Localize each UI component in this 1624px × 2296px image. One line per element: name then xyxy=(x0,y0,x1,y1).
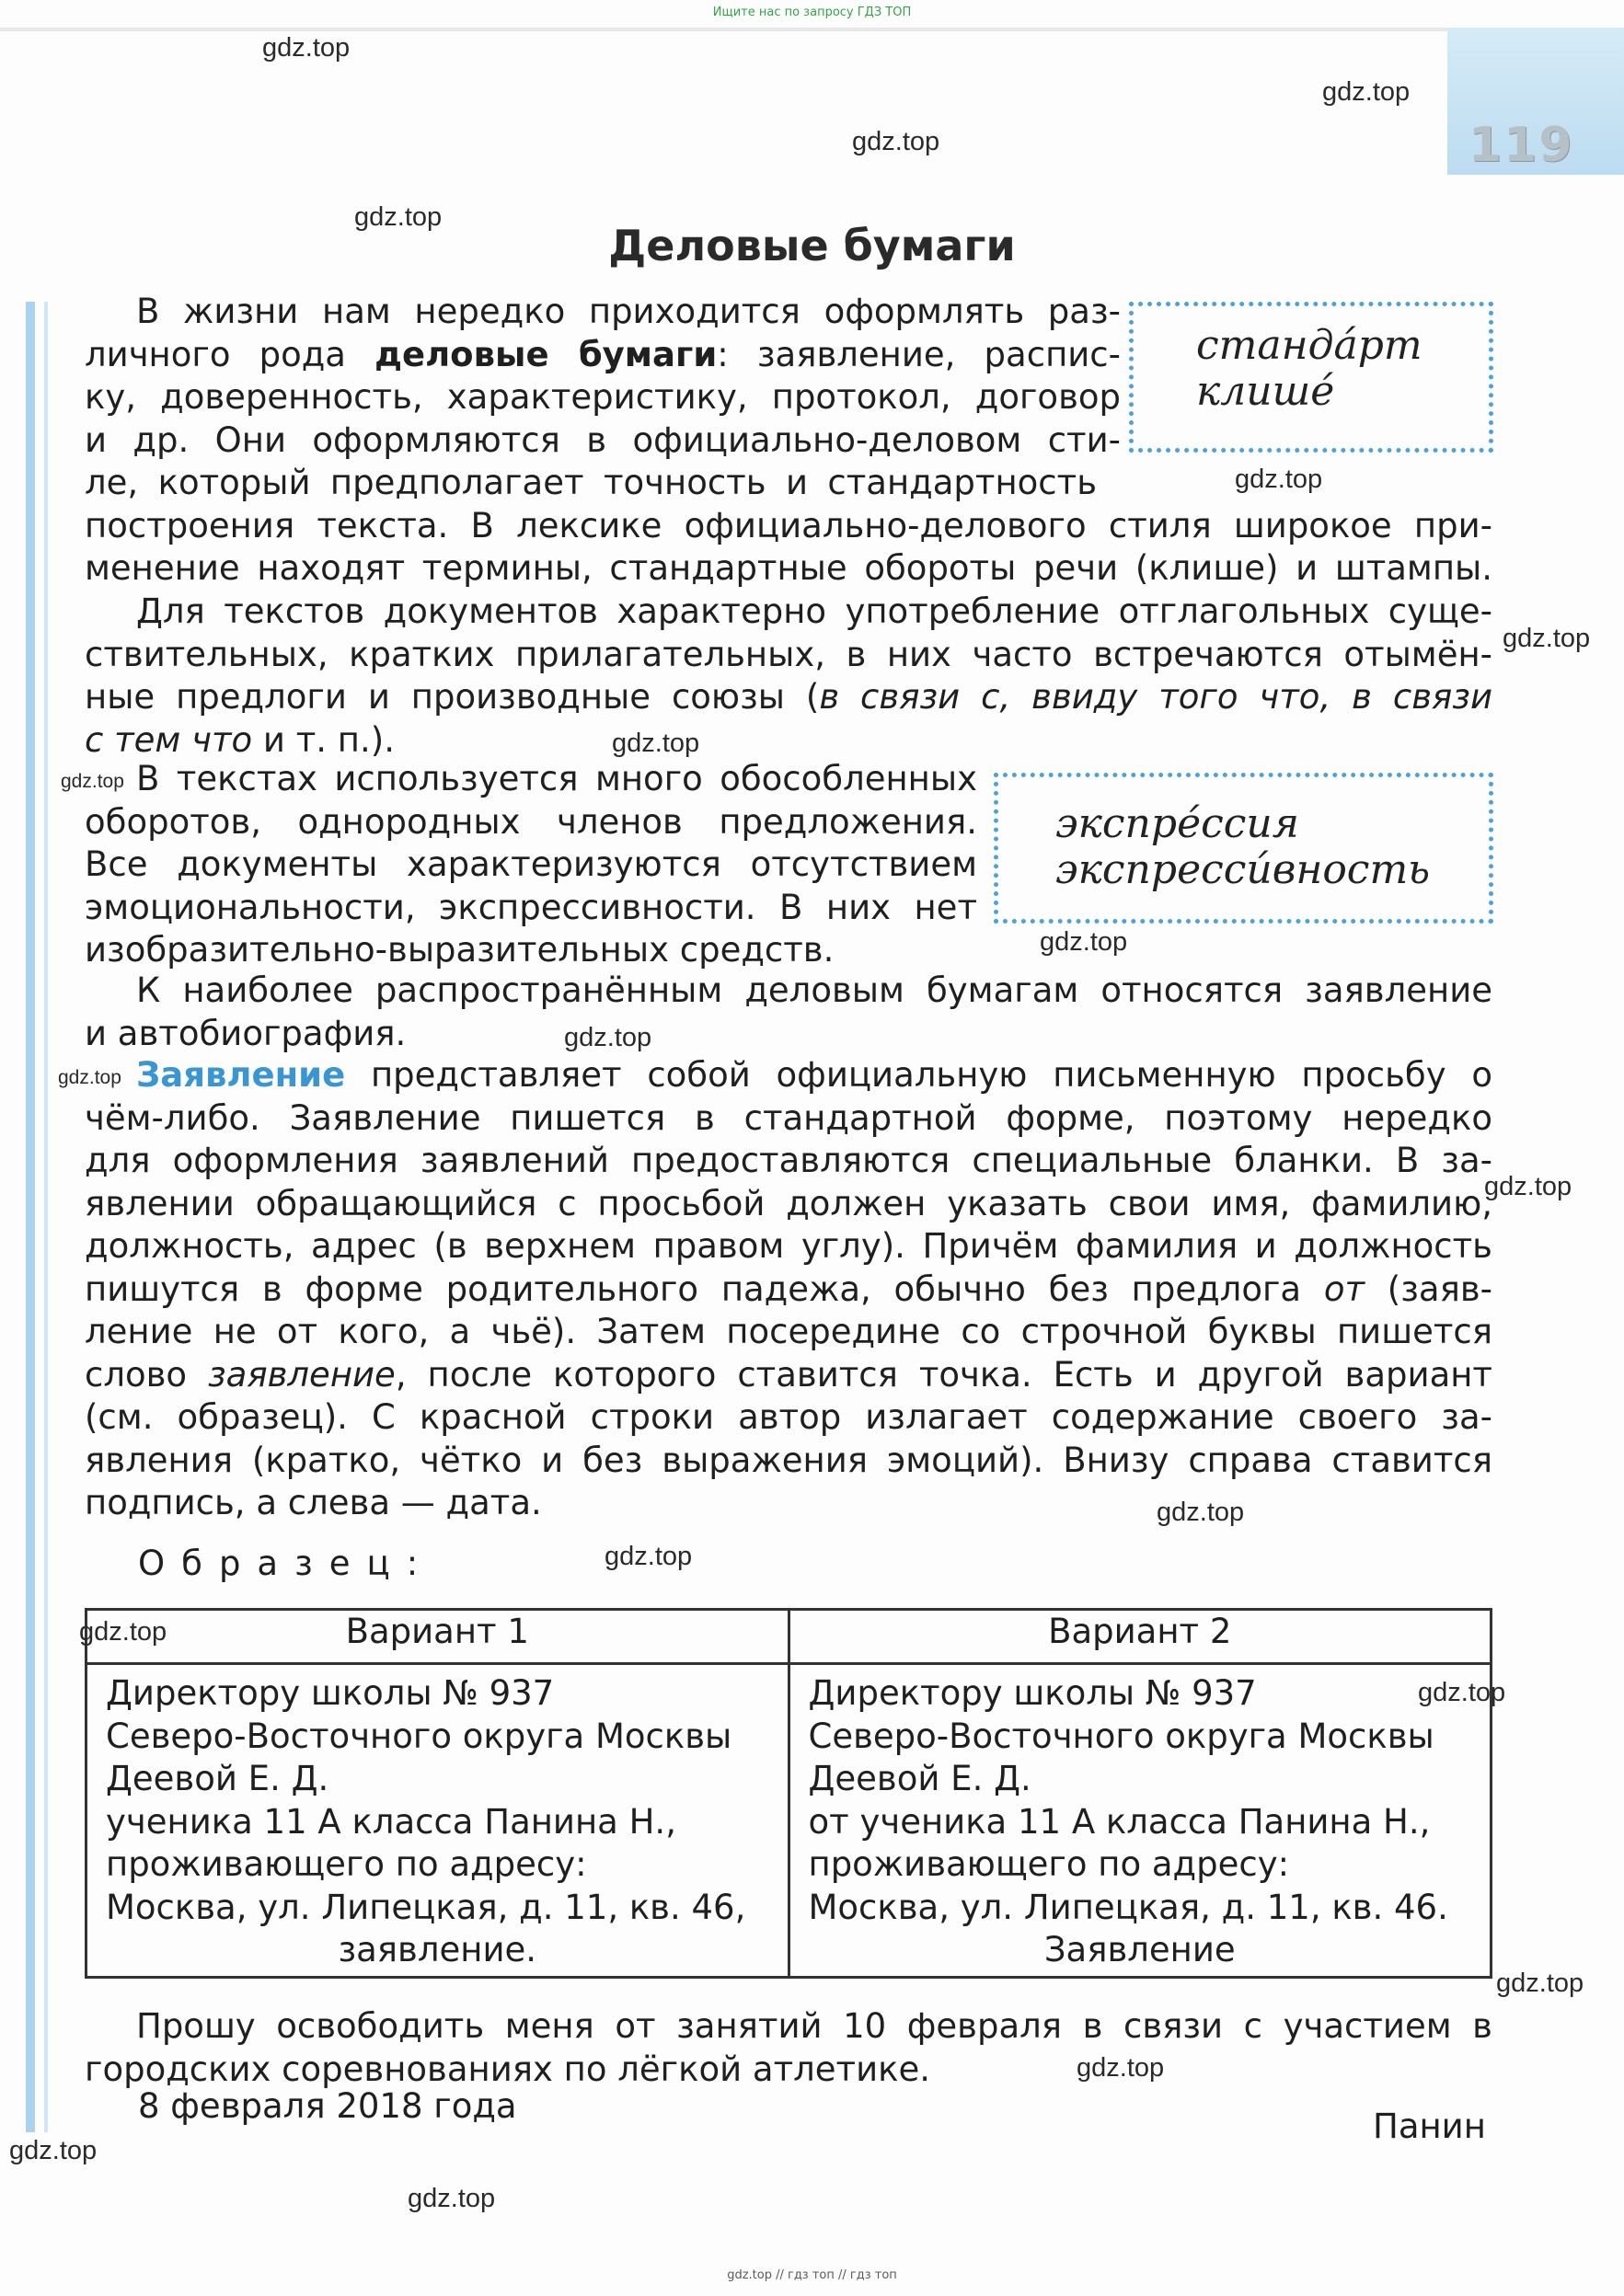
text-run: представляет собой официальную письменную просьбу о xyxy=(345,1055,1492,1095)
table-header: Вариант 1 xyxy=(86,1610,789,1664)
watermark-link[interactable]: gdz.top xyxy=(79,1617,167,1647)
text-line xyxy=(85,1354,1492,1397)
paragraph-common-papers xyxy=(85,970,1492,1055)
text-run: , после которого ставится точка. Есть и другой вариант xyxy=(395,1354,1492,1395)
text-line: В текстах используется много обособленных xyxy=(136,759,977,798)
watermark-link[interactable]: gdz.top xyxy=(612,729,700,758)
paragraph-application xyxy=(85,1054,1492,1525)
text-line xyxy=(85,676,1492,719)
watermark-link[interactable]: gdz.top xyxy=(1157,1498,1245,1527)
watermark-link[interactable]: gdz.top xyxy=(564,1023,652,1052)
watermark-link[interactable]: gdz.top xyxy=(9,2136,98,2165)
cell-line: заявление. xyxy=(338,1930,537,1969)
watermark-link[interactable]: gdz.top xyxy=(1496,1969,1584,1998)
cell-line: Северо-Восточного округа Москвы xyxy=(808,1716,1434,1756)
text-line: для оформления заявлений предоставляются специальные бланки. В за- xyxy=(85,1141,1492,1180)
watermark-link[interactable]: gdz.top xyxy=(852,127,940,156)
text-run: слово xyxy=(85,1354,208,1395)
watermark-link[interactable]: gdz.top xyxy=(1077,2053,1165,2083)
text-line: оборотов, однородных членов предложения. xyxy=(85,801,977,842)
text-line: должность, адрес (в верхнем правом углу). Причём фамилия и должность xyxy=(85,1226,1492,1266)
margin-bar-secondary xyxy=(44,302,48,2132)
variant-2-cell xyxy=(789,1664,1492,1978)
text-line: Все документы характеризуются отсутствием xyxy=(85,844,977,884)
term-business-papers: деловые бумаги xyxy=(374,334,718,374)
text-line: явления (кратко, чётко и без выражения эмоций). Внизу справа ставится xyxy=(85,1440,1492,1480)
text-line: городских соревнованиях по лёгкой атлетике. xyxy=(85,2049,931,2089)
text-line: чём-либо. Заявление пишется в стандартной форме, поэтому нередко xyxy=(85,1097,1492,1138)
cell-line: Директору школы № 937 xyxy=(106,1673,555,1713)
bottom-banner[interactable]: gdz.top // гдз топ // гдз топ xyxy=(727,2268,897,2282)
vocabulary-box-standard xyxy=(1129,302,1493,453)
text-line: Прошу освободить меня от занятий 10 февраля в связи с участием в xyxy=(136,2006,1492,2046)
cell-line: Москва, ул. Липецкая, д. 11, кв. 46. xyxy=(808,1887,1448,1927)
text-line: и автобиография. xyxy=(85,1013,407,1053)
text-line xyxy=(85,1054,1492,1097)
text-line: менение находят термины, стандартные обороты речи (клише) и штампы. xyxy=(85,548,1492,588)
text-line: явлении обращающийся с просьбой должен указать свои имя, фамилию, xyxy=(85,1183,1492,1223)
request-text xyxy=(85,2005,1492,2091)
text-line: и др. Они оформляются в официально-деловом сти- xyxy=(85,419,1121,460)
text-line: В жизни нам нередко приходится оформлять раз- xyxy=(136,292,1121,331)
date: 8 февраля 2018 года xyxy=(138,2086,517,2126)
paragraph-features xyxy=(85,591,1492,762)
text-line: ствительных, кратких прилагательных, в них часто встречаются отымён- xyxy=(85,634,1492,674)
sample-label: Образец: xyxy=(138,1544,435,1583)
text-run-italic: заявление xyxy=(208,1354,396,1395)
watermark-link[interactable]: gdz.top xyxy=(1503,624,1591,653)
text-run: личного рода xyxy=(85,334,375,374)
text-run: ные предлоги и производные союзы ( xyxy=(85,677,820,717)
text-line: Для текстов документов характерно употребление отглагольных суще- xyxy=(136,591,1492,631)
watermark-link[interactable]: gdz.top xyxy=(1484,1172,1572,1201)
text-line xyxy=(85,334,1121,377)
watermark-link[interactable]: gdz.top xyxy=(61,771,124,792)
vocab-word: клишé xyxy=(1196,368,1335,415)
vocab-word: экспрессúвность xyxy=(1055,846,1431,893)
sample-table xyxy=(85,1608,1492,1979)
cell-line: Москва, ул. Липецкая, д. 11, кв. 46, xyxy=(106,1887,746,1927)
text-line: построения текста. В лексике официально-делового стиля широкое при- xyxy=(85,505,1492,545)
signature: Панин xyxy=(1373,2107,1486,2146)
variant-1-cell xyxy=(86,1664,789,1978)
watermark-link[interactable]: gdz.top xyxy=(58,1067,121,1088)
text-line: ление не от кого, а чьё). Затем посередине со строчной буквы пишется xyxy=(85,1312,1492,1351)
cell-line: от ученика 11 А класса Панина Н., xyxy=(808,1801,1431,1842)
table-header-row xyxy=(86,1610,1492,1664)
watermark-link[interactable]: gdz.top xyxy=(408,2184,496,2213)
table-header: Вариант 2 xyxy=(789,1610,1492,1664)
top-banner[interactable]: Ищите нас по запросу ГДЗ ТОП xyxy=(712,6,912,19)
text-line: изобразительно-выразительных средств. xyxy=(85,930,835,970)
text-run: пишутся в форме родительного падежа, обычно без предлога xyxy=(85,1269,1324,1309)
watermark-link[interactable]: gdz.top xyxy=(1040,927,1128,957)
cell-line: Северо-Восточного округа Москвы xyxy=(106,1716,732,1756)
page-number: 119 xyxy=(1469,118,1574,173)
top-divider xyxy=(0,28,1624,31)
vocab-word: экспрéссия xyxy=(1055,800,1299,847)
margin-bar xyxy=(26,302,35,2132)
term-application: Заявление xyxy=(136,1055,346,1095)
cell-line: Деевой Е. Д. xyxy=(106,1759,329,1798)
cell-line: проживающего по адресу: xyxy=(808,1844,1290,1884)
watermark-link[interactable]: gdz.top xyxy=(605,1542,693,1571)
text-line: (см. образец). С красной строки автор излагает содержание своего за- xyxy=(85,1397,1492,1437)
text-line: ле, который предполагает точность и стандартность xyxy=(85,463,1097,502)
text-line: ку, доверенность, характеристику, протокол, договор xyxy=(85,377,1121,417)
text-run: : заявление, распис- xyxy=(717,334,1121,374)
cell-line: Заявление xyxy=(1043,1930,1236,1969)
cell-line: Директору школы № 937 xyxy=(808,1673,1257,1713)
watermark-link[interactable]: gdz.top xyxy=(262,33,351,63)
watermark-link[interactable]: gdz.top xyxy=(354,202,443,232)
cell-line: проживающего по адресу: xyxy=(106,1844,587,1884)
watermark-link[interactable]: gdz.top xyxy=(1418,1678,1506,1707)
cell-line: Деевой Е. Д. xyxy=(808,1759,1031,1798)
table-row xyxy=(86,1664,1492,1978)
text-line: К наиболее распространённым деловым бумагам относятся заявление xyxy=(136,970,1492,1010)
text-run: (заяв- xyxy=(1365,1269,1492,1309)
cell-line: ученика 11 А класса Панина Н., xyxy=(106,1801,676,1842)
text-line xyxy=(85,719,1492,763)
vocabulary-box-expression xyxy=(994,773,1493,924)
watermark-link[interactable]: gdz.top xyxy=(1235,465,1323,494)
text-line: подпись, а слева — дата. xyxy=(85,1483,542,1522)
text-run-italic: от xyxy=(1323,1269,1365,1309)
text-line: эмоциональности, экспрессивности. В них нет xyxy=(85,887,977,927)
text-run-italic: в связи с, ввиду того что, в связи xyxy=(819,677,1492,717)
vocab-word: стандáрт xyxy=(1196,322,1422,369)
text-run-italic: с тем что xyxy=(85,719,253,760)
text-line xyxy=(85,1269,1492,1312)
paragraph-style xyxy=(85,758,977,972)
watermark-link[interactable]: gdz.top xyxy=(1322,77,1411,107)
page-title: Деловые бумаги xyxy=(608,221,1016,270)
text-run: и т. п.). xyxy=(252,719,395,760)
